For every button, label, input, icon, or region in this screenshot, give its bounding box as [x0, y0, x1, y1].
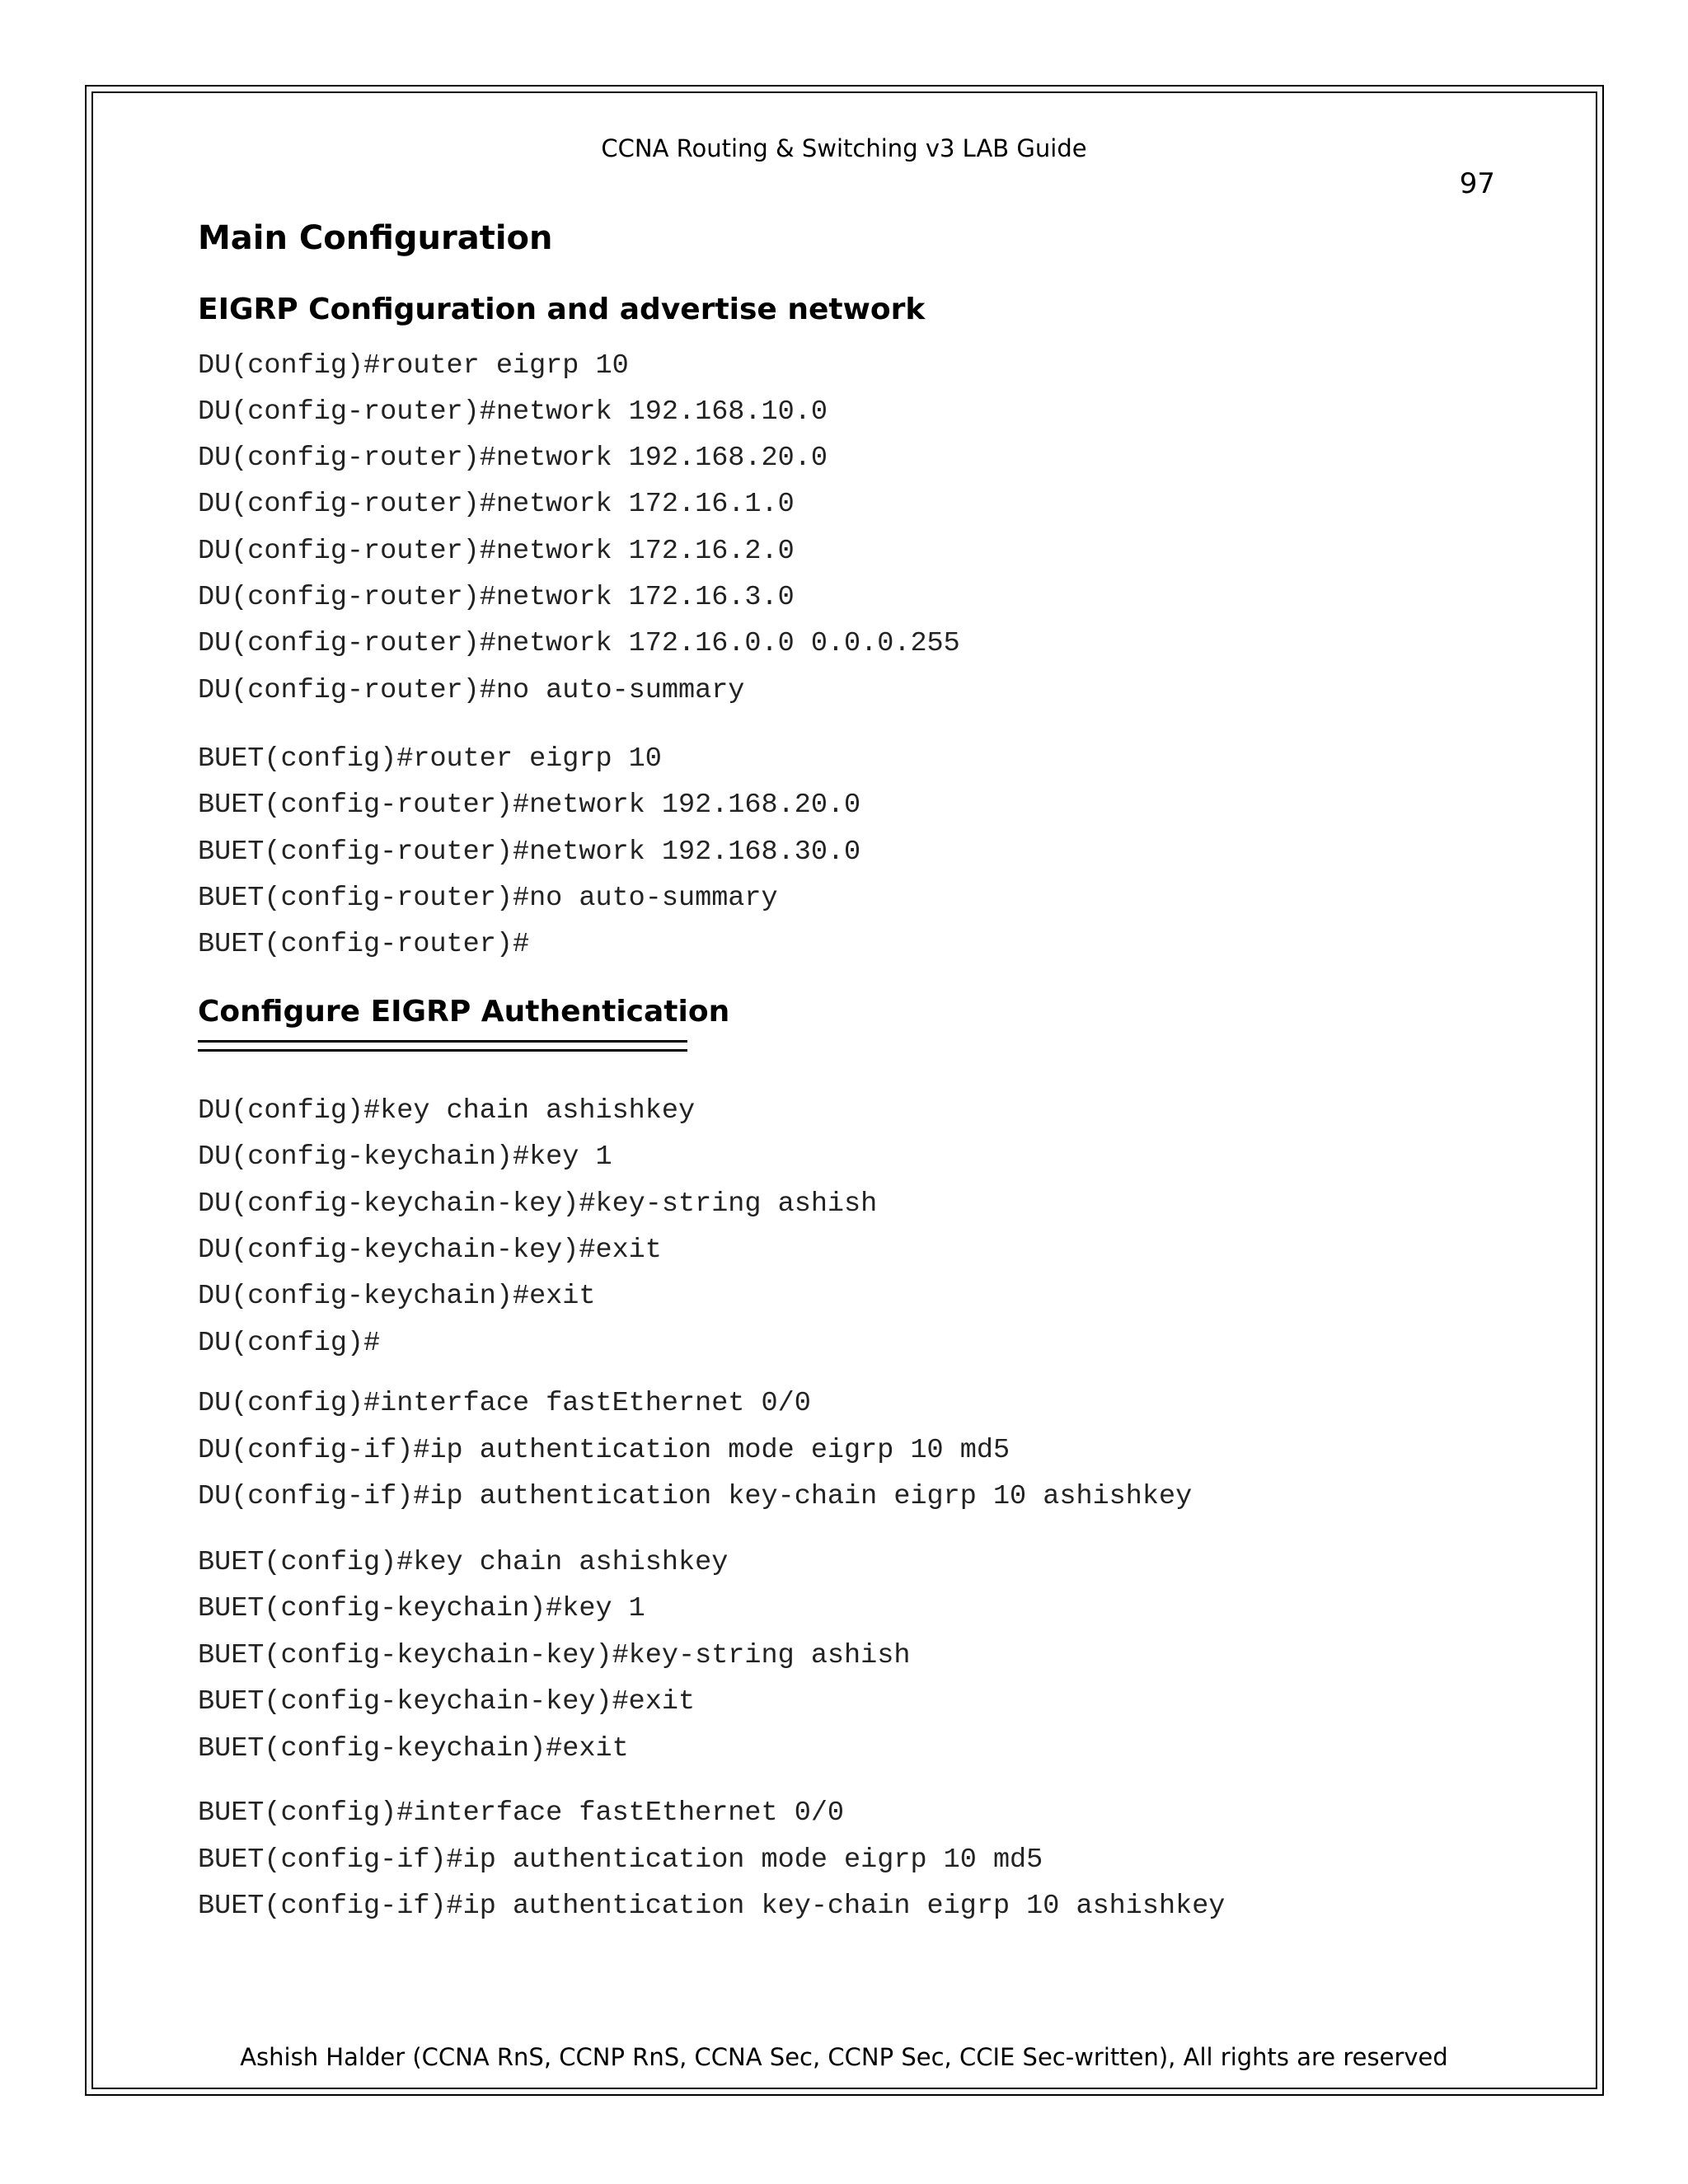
code-line: DU(config-router)#network 172.16.3.0: [198, 582, 795, 613]
code-line: DU(config-keychain-key)#key-string ashish: [198, 1188, 878, 1220]
code-line: BUET(config-keychain-key)#key-string ashish: [198, 1640, 911, 1671]
code-line: DU(config-if)#ip authentication key-chain eigrp 10 ashishkey: [198, 1481, 1193, 1512]
running-header: CCNA Routing & Switching v3 LAB Guide: [601, 134, 1087, 162]
code-line: DU(config-keychain-key)#exit: [198, 1235, 662, 1266]
code-line: BUET(config)#router eigrp 10: [198, 743, 662, 775]
code-line: BUET(config)#interface fastEthernet 0/0: [198, 1797, 845, 1829]
code-line: BUET(config-if)#ip authentication key-chain eigrp 10 ashishkey: [198, 1891, 1226, 1922]
code-line: DU(config-router)#network 172.16.0.0 0.0.0.255: [198, 628, 960, 659]
code-line: DU(config)#: [198, 1328, 381, 1359]
code-line: DU(config-router)#network 192.168.10.0: [198, 396, 828, 428]
code-line: BUET(config-keychain)#exit: [198, 1733, 629, 1765]
page-border-inner: [91, 91, 1597, 2089]
code-line: DU(config-router)#network 192.168.20.0: [198, 443, 828, 474]
code-line: DU(config)#router eigrp 10: [198, 350, 629, 382]
code-line: BUET(config-router)#network 192.168.20.0: [198, 790, 861, 821]
code-line: BUET(config-if)#ip authentication mode eigrp 10 md5: [198, 1844, 1043, 1876]
code-line: DU(config-keychain)#key 1: [198, 1141, 612, 1173]
code-line: BUET(config)#key chain ashishkey: [198, 1547, 729, 1578]
eigrp-section-title: EIGRP Configuration and advertise network: [198, 293, 926, 326]
auth-section-title: Configure EIGRP Authentication: [198, 995, 730, 1029]
code-line: DU(config-keychain)#exit: [198, 1281, 596, 1312]
code-line: DU(config-router)#network 172.16.2.0: [198, 536, 795, 567]
code-line: DU(config-router)#no auto-summary: [198, 675, 745, 706]
code-line: BUET(config-keychain)#key 1: [198, 1593, 645, 1624]
code-line: DU(config)#key chain ashishkey: [198, 1095, 696, 1127]
code-line: BUET(config-keychain-key)#exit: [198, 1686, 696, 1718]
code-line: DU(config-router)#network 172.16.1.0: [198, 489, 795, 520]
code-line: BUET(config-router)#no auto-summary: [198, 883, 778, 914]
code-line: DU(config)#interface fastEthernet 0/0: [198, 1388, 811, 1419]
footer-copyright: Ashish Halder (CCNA RnS, CCNP RnS, CCNA Sec, CCNP Sec, CCIE Sec-written), All rights are reserved: [240, 2043, 1448, 2071]
code-line: BUET(config-router)#network 192.168.30.0: [198, 837, 861, 868]
main-title: Main Configuration: [198, 219, 553, 257]
code-line: DU(config-if)#ip authentication mode eigrp 10 md5: [198, 1435, 1010, 1466]
page-number: 97: [1459, 167, 1495, 200]
code-line: BUET(config-router)#: [198, 929, 530, 960]
section-double-rule: [198, 1040, 687, 1052]
